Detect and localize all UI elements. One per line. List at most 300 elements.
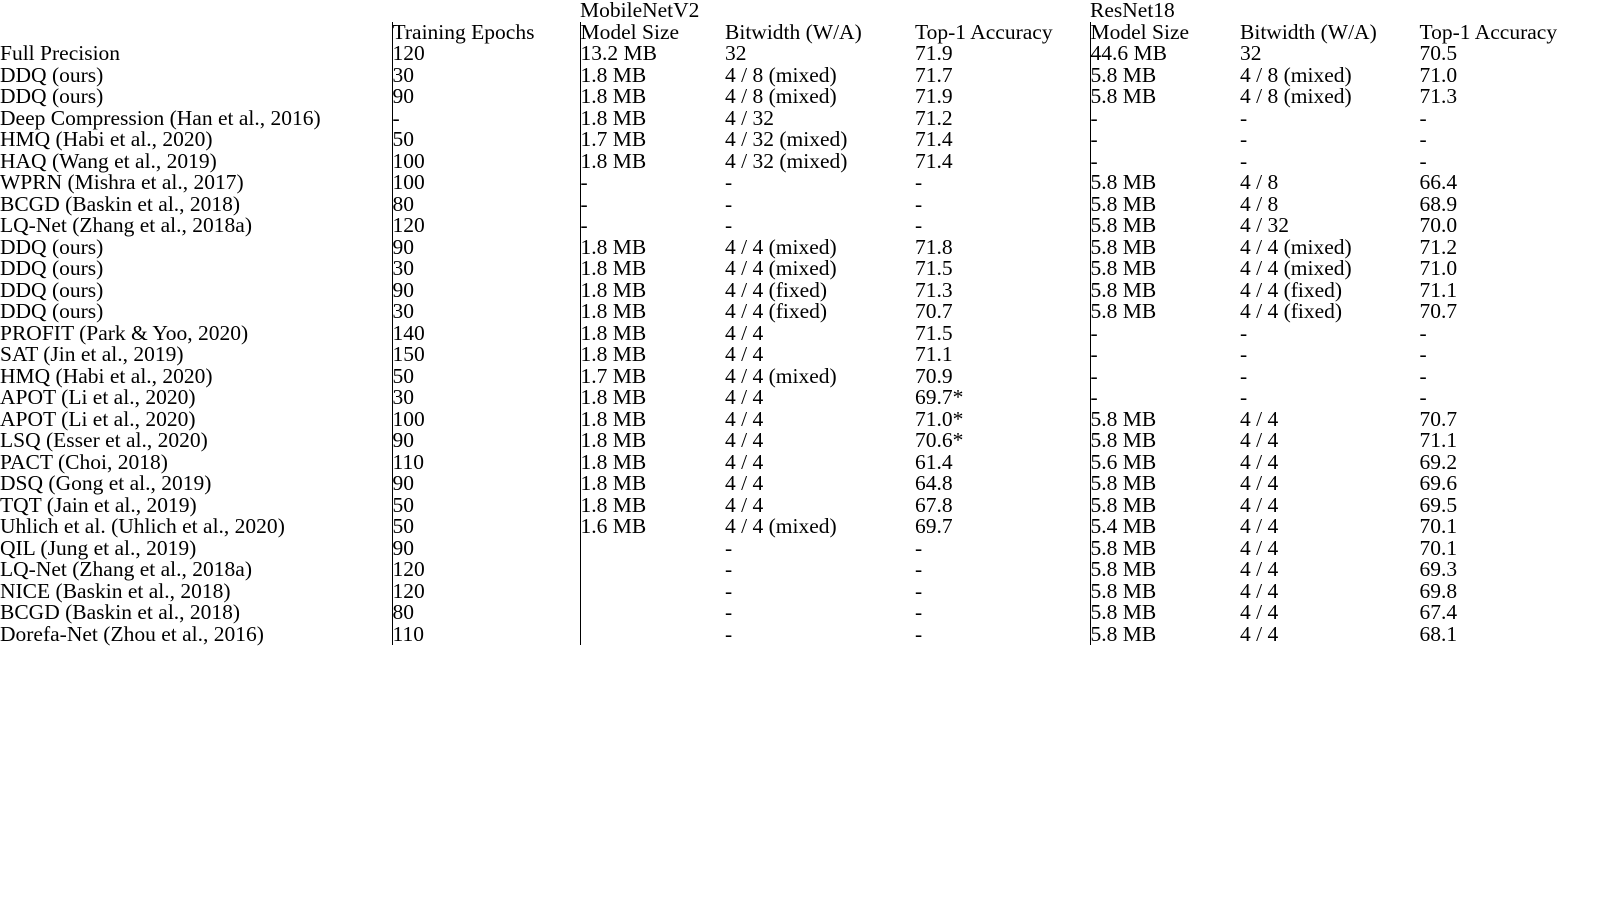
table-row <box>0 215 1599 237</box>
cell-mnv2-bitwidth: 4 / 32 <box>725 105 774 130</box>
cell-r18-top1: 70.0 <box>1419 213 1458 237</box>
citation-link[interactable]: Han et al., 2016 <box>176 105 314 130</box>
citation-paren-open: ( <box>55 127 63 151</box>
citation-paren-close: ) <box>204 471 212 495</box>
table-row <box>0 65 1599 87</box>
cell-method <box>0 234 392 259</box>
table-row <box>0 452 1599 474</box>
cell-mnv2-top1: - <box>915 535 923 560</box>
cell-r18-top1: 71.1 <box>1419 428 1458 452</box>
cell-r18-model-size: - <box>1090 323 1240 345</box>
citation-paren-close: ) <box>205 127 213 151</box>
cell-method <box>0 430 392 452</box>
cell-mnv2-bitwidth: 4 / 4 <box>725 406 764 431</box>
cell-r18-model-size: 5.8 MB <box>1090 581 1240 603</box>
cell-mnv2-model-size: 1.8 MB <box>580 430 725 452</box>
table-row <box>0 409 1599 431</box>
citation-paren-close: ) <box>205 363 213 388</box>
citation-link[interactable]: Choi, 2018 <box>65 449 161 474</box>
table-row <box>0 559 1599 581</box>
cell-mnv2-model-size <box>580 602 725 624</box>
cell-r18-bitwidth: 4 / 4 (mixed) <box>1240 234 1352 259</box>
citation-paren-close: ) <box>188 385 196 409</box>
citation-link[interactable]: Zhou et al., 2016 <box>110 621 257 646</box>
cell-r18-model-size: - <box>1090 366 1240 388</box>
column-header-mnv2-model-size: Model Size <box>580 22 725 44</box>
cell-mnv2-top1: - <box>915 600 923 624</box>
cell-mnv2-top1: 71.4 <box>915 148 953 173</box>
citation-paren-open: ( <box>57 449 66 474</box>
citation-paren-close: ) <box>188 406 196 431</box>
citation-paren-open: ( <box>46 492 54 517</box>
citation-paren-close: ) <box>189 492 197 517</box>
cell-r18-top1: 67.4 <box>1419 600 1458 624</box>
citation-paren-close: ) <box>240 320 249 345</box>
cell-method <box>0 578 392 603</box>
cell-r18-model-size: 5.8 MB <box>1090 194 1240 216</box>
cell-r18-top1: 69.8 <box>1419 578 1458 603</box>
table-row <box>0 495 1599 517</box>
cell-mnv2-model-size: 1.7 MB <box>580 366 725 388</box>
citation-paren-close: ) <box>160 449 168 474</box>
cell-r18-top1: - <box>1419 148 1427 173</box>
cell-r18-bitwidth: - <box>1240 148 1248 173</box>
cell-mnv2-model-size: 1.8 MB <box>580 258 725 280</box>
cell-mnv2-top1: 71.8 <box>915 234 953 259</box>
table-row <box>0 516 1599 538</box>
citation-link[interactable]: Habi et al., 2020 <box>62 363 206 388</box>
table-row <box>0 323 1599 345</box>
cell-mnv2-model-size: 1.8 MB <box>580 323 725 345</box>
cell-r18-bitwidth: 4 / 4 <box>1240 406 1279 431</box>
method-name: DDQ (ours) <box>0 84 104 108</box>
citation-link[interactable]: Uhlich et al., 2020 <box>118 514 278 538</box>
cell-method <box>0 535 392 560</box>
cell-method <box>0 105 392 130</box>
cell-mnv2-top1: - <box>915 170 923 194</box>
cell-r18-bitwidth: 4 / 4 <box>1240 449 1279 474</box>
cell-mnv2-top1: 71.3 <box>915 277 953 302</box>
method-name: TQT <box>0 492 47 517</box>
cell-r18-model-size: 5.8 MB <box>1090 301 1240 323</box>
citation-paren-open: ( <box>61 406 69 431</box>
cell-mnv2-top1: 71.9 <box>915 41 953 65</box>
cell-r18-bitwidth: 4 / 8 (mixed) <box>1240 84 1352 108</box>
table-row <box>0 430 1599 452</box>
cell-mnv2-model-size: 1.7 MB <box>580 129 725 151</box>
cell-mnv2-bitwidth: 4 / 4 (fixed) <box>725 299 828 323</box>
cell-method <box>0 387 392 409</box>
cell-mnv2-top1: 71.4 <box>915 127 953 151</box>
table-row <box>0 624 1599 646</box>
cell-mnv2-bitwidth: 4 / 4 <box>725 449 764 474</box>
cell-r18-model-size: 5.4 MB <box>1090 516 1240 538</box>
citation-paren-open: ( <box>55 363 63 388</box>
cell-mnv2-bitwidth: - <box>725 557 733 581</box>
group-header-mobilenetv2 <box>580 0 1090 22</box>
table-row <box>0 473 1599 495</box>
cell-mnv2-top1: 71.1 <box>915 342 953 366</box>
citation-paren-open: ( <box>111 514 119 538</box>
citation-link[interactable]: Baskin et al., 2018 <box>62 578 224 603</box>
citation-link[interactable]: Habi et al., 2020 <box>62 127 206 151</box>
method-name: DDQ (ours) <box>0 256 104 280</box>
citation-link[interactable]: Baskin et al., 2018 <box>72 191 233 216</box>
cell-method <box>0 516 392 538</box>
cell-r18-bitwidth: 4 / 4 <box>1240 428 1279 452</box>
method-etal: et al. <box>63 514 112 538</box>
citation-link[interactable]: Esser et al., 2020 <box>53 428 201 452</box>
cell-r18-model-size: 5.8 MB <box>1090 624 1240 646</box>
group-header-row <box>0 0 1599 22</box>
citation-paren-open: ( <box>65 191 73 216</box>
method-name: PACT <box>0 449 58 474</box>
cell-training-epochs: 90 <box>392 430 580 452</box>
cell-mnv2-model-size: - <box>580 194 725 216</box>
cell-training-epochs: 30 <box>392 258 580 280</box>
cell-r18-bitwidth: 4 / 4 <box>1240 492 1279 517</box>
method-name: Deep Compression <box>0 105 170 130</box>
method-name: BCGD <box>0 600 66 624</box>
cell-mnv2-bitwidth: - <box>725 191 733 216</box>
cell-r18-model-size: 5.8 MB <box>1090 86 1240 108</box>
cell-mnv2-model-size: 1.8 MB <box>580 452 725 474</box>
method-name: QIL <box>0 535 41 560</box>
cell-mnv2-top1: 71.7 <box>915 62 953 87</box>
cell-mnv2-bitwidth: - <box>725 600 733 624</box>
cell-training-epochs: - <box>392 108 580 130</box>
cell-mnv2-model-size: - <box>580 215 725 237</box>
cell-training-epochs: 100 <box>392 151 580 173</box>
method-name: SAT <box>0 342 44 366</box>
cell-r18-top1: 70.5 <box>1419 41 1458 65</box>
cell-r18-top1: - <box>1419 342 1427 366</box>
cell-mnv2-bitwidth: 4 / 4 (mixed) <box>725 234 837 259</box>
cell-mnv2-model-size: 1.8 MB <box>580 473 725 495</box>
citation-paren-open: ( <box>61 385 69 409</box>
method-name: WPRN <box>0 170 68 194</box>
cell-mnv2-top1: 70.9 <box>915 363 953 388</box>
method-name: LSQ <box>0 428 46 452</box>
cell-method <box>0 559 392 581</box>
cell-mnv2-top1: 71.2 <box>915 105 953 130</box>
cell-mnv2-top1: - <box>915 621 923 646</box>
method-name: Uhlich <box>0 514 64 538</box>
cell-training-epochs: 90 <box>392 473 580 495</box>
table-row <box>0 280 1599 302</box>
cell-training-epochs: 150 <box>392 344 580 366</box>
citation-link[interactable]: Mishra et al., 2017 <box>74 170 237 194</box>
cell-r18-top1: 68.9 <box>1419 191 1458 216</box>
cell-mnv2-model-size: 1.8 MB <box>580 86 725 108</box>
cell-training-epochs: 30 <box>392 387 580 409</box>
citation-paren-close: ) <box>256 621 264 646</box>
group-label-mobilenetv2: MobileNetV2 <box>580 0 700 22</box>
cell-training-epochs: 90 <box>392 237 580 259</box>
column-header-method <box>0 22 392 44</box>
cell-method <box>0 320 392 345</box>
cell-mnv2-top1: 64.8 <box>915 471 953 495</box>
cell-mnv2-model-size <box>580 538 725 560</box>
citation-link[interactable]: Zhang et al., 2018a <box>79 213 245 237</box>
cell-r18-model-size: 5.8 MB <box>1090 602 1240 624</box>
cell-mnv2-bitwidth: 4 / 4 <box>725 428 764 452</box>
cell-method <box>0 492 392 517</box>
citation-paren-open: ( <box>65 600 73 624</box>
cell-mnv2-model-size: 1.8 MB <box>580 409 725 431</box>
cell-r18-bitwidth: 4 / 4 <box>1240 471 1279 495</box>
cell-training-epochs: 50 <box>392 366 580 388</box>
cell-training-epochs: 110 <box>392 624 580 646</box>
cell-training-epochs: 110 <box>392 452 580 474</box>
citation-paren-open: ( <box>55 578 63 603</box>
cell-r18-bitwidth: 32 <box>1240 41 1262 65</box>
cell-r18-bitwidth: 4 / 4 (fixed) <box>1240 299 1343 323</box>
cell-r18-top1: 69.6 <box>1419 471 1458 495</box>
cell-training-epochs: 120 <box>392 559 580 581</box>
cell-mnv2-top1: - <box>915 191 923 216</box>
method-name: BCGD <box>0 191 66 216</box>
cell-mnv2-model-size: 13.2 MB <box>580 43 725 65</box>
group-header-empty <box>0 0 392 22</box>
cell-mnv2-top1: 61.4 <box>915 449 953 474</box>
cell-method <box>0 62 392 87</box>
table-head <box>0 0 1599 43</box>
cell-mnv2-top1: 69.7* <box>915 385 964 409</box>
cell-mnv2-bitwidth: 32 <box>725 41 747 65</box>
cell-r18-top1: 66.4 <box>1419 170 1458 194</box>
citation-paren-open: ( <box>169 105 177 130</box>
table-row <box>0 172 1599 194</box>
cell-training-epochs: 120 <box>392 43 580 65</box>
table-row <box>0 86 1599 108</box>
table-row <box>0 581 1599 603</box>
cell-mnv2-top1: 71.5 <box>915 320 953 345</box>
cell-mnv2-top1: 70.6* <box>915 428 964 452</box>
cell-training-epochs: 100 <box>392 172 580 194</box>
cell-training-epochs: 90 <box>392 280 580 302</box>
cell-r18-model-size: 5.6 MB <box>1090 452 1240 474</box>
cell-r18-model-size: 5.8 MB <box>1090 172 1240 194</box>
method-name: Full Precision <box>0 41 121 65</box>
citation-paren-close: ) <box>176 342 184 366</box>
citation-paren-close: ) <box>223 578 231 603</box>
table-row <box>0 344 1599 366</box>
cell-r18-model-size: 5.8 MB <box>1090 430 1240 452</box>
cell-mnv2-top1: 67.8 <box>915 492 953 517</box>
group-header-empty-2 <box>392 0 580 22</box>
citation-link[interactable]: Gong et al., 2019 <box>55 471 205 495</box>
citation-paren-open: ( <box>72 557 80 581</box>
method-name: DDQ (ours) <box>0 234 104 259</box>
table-row <box>0 237 1599 259</box>
method-name: HMQ <box>0 363 56 388</box>
cell-mnv2-model-size: 1.8 MB <box>580 280 725 302</box>
cell-r18-model-size: 5.8 MB <box>1090 409 1240 431</box>
cell-r18-bitwidth: 4 / 32 <box>1240 213 1289 237</box>
citation-paren-open: ( <box>51 148 60 173</box>
method-name: DDQ (ours) <box>0 299 104 323</box>
citation-paren-close: ) <box>236 170 244 194</box>
table-row <box>0 602 1599 624</box>
cell-mnv2-model-size: 1.8 MB <box>580 344 725 366</box>
cell-training-epochs: 30 <box>392 65 580 87</box>
cell-r18-top1: 69.5 <box>1419 492 1458 517</box>
citation-link[interactable]: Zhang et al., 2018a <box>79 557 245 581</box>
citation-paren-close: ) <box>232 191 241 216</box>
table-row <box>0 151 1599 173</box>
citation-paren-close: ) <box>209 148 217 173</box>
cell-mnv2-model-size: 1.8 MB <box>580 387 725 409</box>
cell-mnv2-bitwidth: - <box>725 578 733 603</box>
cell-r18-bitwidth: 4 / 8 <box>1240 170 1279 194</box>
cell-r18-top1: - <box>1419 105 1427 130</box>
cell-mnv2-top1: 71.9 <box>915 84 953 108</box>
cell-mnv2-model-size: 1.8 MB <box>580 301 725 323</box>
citation-paren-open: ( <box>43 342 51 366</box>
method-name: PROFIT <box>0 320 80 345</box>
cell-mnv2-top1: 70.7 <box>915 299 953 323</box>
cell-training-epochs: 100 <box>392 409 580 431</box>
method-name: LQ-Net <box>0 557 73 581</box>
cell-r18-top1: 70.7 <box>1419 299 1458 323</box>
cell-mnv2-bitwidth: 4 / 8 (mixed) <box>725 62 837 87</box>
cell-r18-model-size: - <box>1090 129 1240 151</box>
cell-r18-model-size: - <box>1090 108 1240 130</box>
cell-r18-model-size: 5.8 MB <box>1090 258 1240 280</box>
cell-method <box>0 602 392 624</box>
cell-method <box>0 301 392 323</box>
citation-link[interactable]: Jin et al., 2019 <box>50 342 177 366</box>
cell-mnv2-bitwidth: - <box>725 621 733 646</box>
cell-method <box>0 621 392 646</box>
cell-method <box>0 406 392 431</box>
cell-r18-top1: - <box>1419 320 1427 345</box>
cell-r18-model-size: 5.8 MB <box>1090 280 1240 302</box>
citation-link[interactable]: Jain et al., 2019 <box>53 492 190 517</box>
citation-link[interactable]: Li et al., 2020 <box>68 406 189 431</box>
table-row <box>0 108 1599 130</box>
cell-training-epochs: 50 <box>392 495 580 517</box>
cell-mnv2-model-size: 1.6 MB <box>580 516 725 538</box>
cell-mnv2-bitwidth: 4 / 4 (mixed) <box>725 256 837 280</box>
citation-link[interactable]: Baskin et al., 2018 <box>72 600 233 624</box>
cell-method <box>0 363 392 388</box>
column-header-mnv2-bitwidth: Bitwidth (W/A) <box>725 19 862 44</box>
cell-r18-bitwidth: - <box>1240 127 1248 151</box>
citation-link[interactable]: Park & Yoo, 2020 <box>86 320 241 345</box>
method-name: APOT <box>0 385 62 409</box>
citation-link[interactable]: Li et al., 2020 <box>68 385 189 409</box>
cell-r18-bitwidth: 4 / 4 <box>1240 557 1279 581</box>
cell-training-epochs: 80 <box>392 602 580 624</box>
cell-mnv2-model-size <box>580 559 725 581</box>
cell-r18-top1: 71.1 <box>1419 277 1458 302</box>
cell-mnv2-top1: 71.0* <box>915 406 964 431</box>
citation-paren-close: ) <box>313 105 321 130</box>
method-name: Dorefa-Net <box>0 621 104 646</box>
cell-method <box>0 191 392 216</box>
column-header-r18-top1: Top-1 Accuracy <box>1419 19 1558 44</box>
cell-mnv2-top1: 71.5 <box>915 256 953 280</box>
citation-link[interactable]: Jung et al., 2019 <box>47 535 190 560</box>
cell-mnv2-model-size: 1.8 MB <box>580 495 725 517</box>
citation-paren-close: ) <box>244 213 252 237</box>
cell-training-epochs: 140 <box>392 323 580 345</box>
table-row <box>0 194 1599 216</box>
cell-training-epochs: 30 <box>392 301 580 323</box>
cell-mnv2-model-size: 1.8 MB <box>580 108 725 130</box>
table-row <box>0 538 1599 560</box>
cell-r18-bitwidth: 4 / 4 <box>1240 621 1279 646</box>
column-header-row <box>0 22 1599 44</box>
citation-paren-open: ( <box>67 170 75 194</box>
cell-mnv2-model-size: 1.8 MB <box>580 237 725 259</box>
cell-training-epochs: 120 <box>392 215 580 237</box>
cell-r18-bitwidth: 4 / 4 <box>1240 514 1279 538</box>
cell-mnv2-model-size: - <box>580 172 725 194</box>
cell-method <box>0 172 392 194</box>
cell-mnv2-bitwidth: - <box>725 213 733 237</box>
column-header-r18-bitwidth: Bitwidth (W/A) <box>1240 19 1377 44</box>
cell-r18-bitwidth: - <box>1240 385 1248 409</box>
cell-r18-model-size: 5.8 MB <box>1090 65 1240 87</box>
cell-r18-bitwidth: 4 / 4 (fixed) <box>1240 277 1343 302</box>
citation-paren-open: ( <box>79 320 87 345</box>
cell-method <box>0 344 392 366</box>
cell-r18-top1: 70.1 <box>1419 535 1458 560</box>
cell-method <box>0 43 392 65</box>
table-row <box>0 366 1599 388</box>
citation-paren-open: ( <box>46 428 54 452</box>
cell-r18-top1: - <box>1419 363 1427 388</box>
cell-mnv2-top1: 69.7 <box>915 514 953 538</box>
citation-paren-open: ( <box>103 621 111 646</box>
cell-mnv2-bitwidth: 4 / 4 <box>725 385 764 409</box>
cell-r18-model-size: 5.8 MB <box>1090 473 1240 495</box>
cell-mnv2-model-size: 1.8 MB <box>580 151 725 173</box>
cell-r18-bitwidth: 4 / 8 <box>1240 191 1279 216</box>
table-row <box>0 43 1599 65</box>
cell-method <box>0 129 392 151</box>
cell-training-epochs: 90 <box>392 86 580 108</box>
cell-mnv2-bitwidth: 4 / 4 (mixed) <box>725 363 837 388</box>
citation-paren-close: ) <box>244 557 252 581</box>
cell-r18-bitwidth: 4 / 4 (mixed) <box>1240 256 1352 280</box>
cell-mnv2-top1: - <box>915 578 923 603</box>
citation-paren-close: ) <box>200 428 208 452</box>
cell-r18-top1: 70.7 <box>1419 406 1458 431</box>
cell-r18-bitwidth: - <box>1240 105 1248 130</box>
citation-link[interactable]: Wang et al., 2019 <box>59 148 210 173</box>
cell-r18-top1: 71.2 <box>1419 234 1458 259</box>
cell-training-epochs: 80 <box>392 194 580 216</box>
cell-r18-model-size: 5.8 MB <box>1090 559 1240 581</box>
cell-mnv2-model-size <box>580 624 725 646</box>
cell-mnv2-model-size: 1.8 MB <box>580 65 725 87</box>
cell-r18-model-size: 5.8 MB <box>1090 538 1240 560</box>
table-row <box>0 301 1599 323</box>
cell-mnv2-bitwidth: 4 / 4 <box>725 492 764 517</box>
method-name: LQ-Net <box>0 213 73 237</box>
table-row <box>0 258 1599 280</box>
cell-method <box>0 86 392 108</box>
cell-r18-model-size: - <box>1090 344 1240 366</box>
cell-mnv2-bitwidth: 4 / 4 (fixed) <box>725 277 828 302</box>
cell-mnv2-bitwidth: 4 / 4 <box>725 342 764 366</box>
cell-mnv2-bitwidth: 4 / 8 (mixed) <box>725 84 837 108</box>
cell-r18-bitwidth: 4 / 4 <box>1240 600 1279 624</box>
